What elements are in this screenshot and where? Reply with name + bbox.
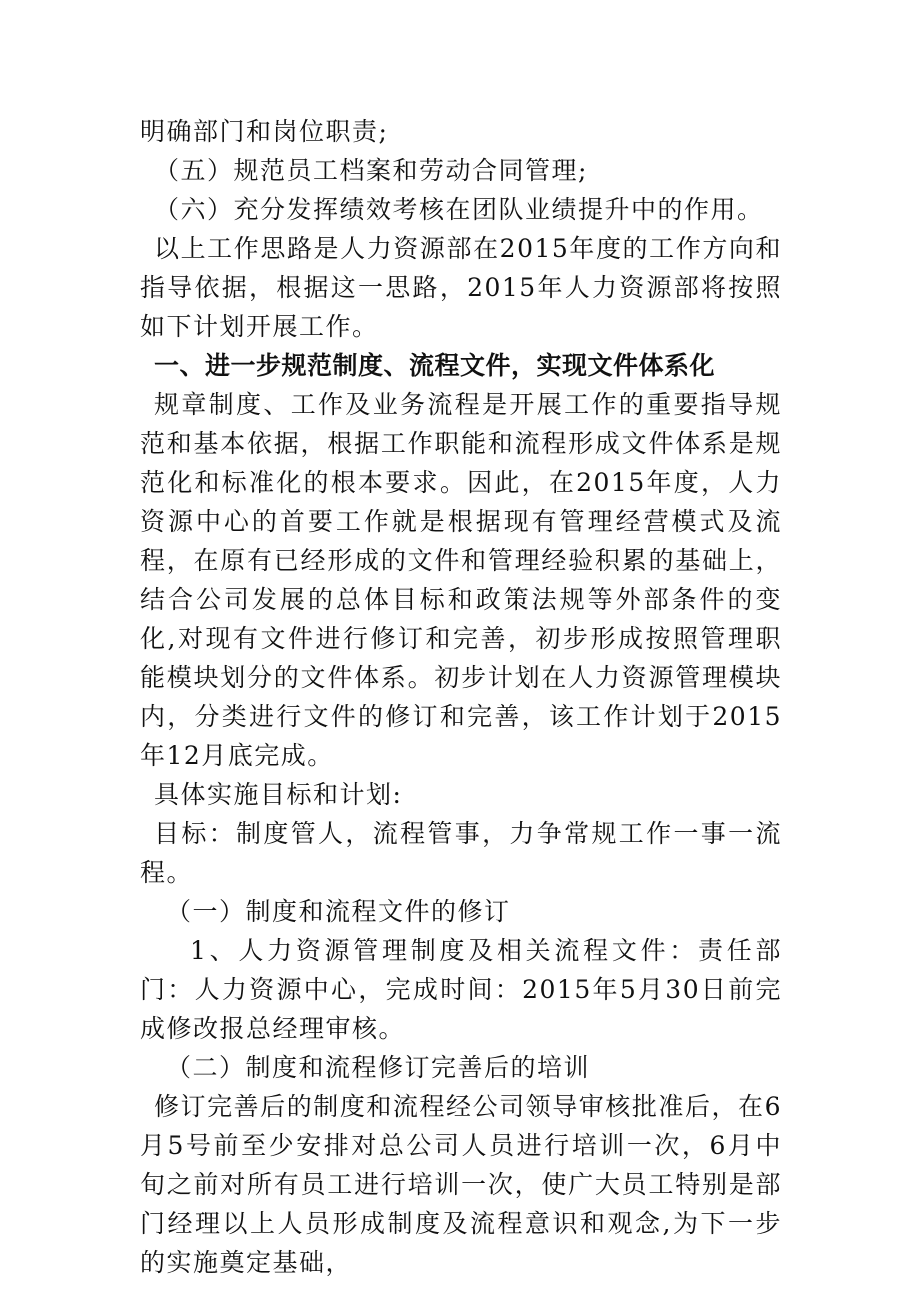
document-body [140,112,782,1282]
list-item-six: （六）充分发挥绩效考核在团队业绩提升中的作用。 [154,195,764,224]
section-heading-one: 一、进一步规范制度、流程文件，实现文件体系化 [154,351,716,380]
list-item-five: （五）规范员工档案和劳动合同管理; [154,156,588,185]
paragraph-duties: 明确部门和岗位职责; [140,117,389,146]
paragraph-implementation-plan: 具体实施目标和计划: [154,780,403,809]
paragraph-training-schedule: 修订完善后的制度和流程经公司领导审核批准后，在6月5号前至少安排对总公司人员进行培训一次，6月中旬之前对所有员工进行培训一次，使广大员工特别是部门经理以上人员形成制度及流程意识和观念,为下一步的实施奠定基础， [140,1092,782,1277]
paragraph-hr-system-files: 1、人力资源管理制度及相关流程文件：责任部门：人力资源中心，完成时间：2015年5月30日前完成修改报总经理审核。 [140,936,782,1043]
sub-heading-training: （二）制度和流程修订完善后的培训 [166,1053,591,1082]
paragraph-regulations: 规章制度、工作及业务流程是开展工作的重要指导规范和基本依据，根据工作职能和流程形成文件体系是规范化和标准化的根本要求。因此，在2015年度，人力资源中心的首要工作就是根据现有管理经营模式及流程，在原有已经形成的文件和管理经验积累的基础上，结合公司发展的总体目标和政策法规等外部条件的变化,对现有文件进行修订和完善，初步形成按照管理职能模块划分的文件体系。初步计划在人力资源管理模块内，分类进行文件的修订和完善，该工作计划于2015年12月底完成。 [140,390,782,770]
paragraph-goal: 目标：制度管人，流程管事，力争常规工作一事一流程。 [140,819,782,887]
paragraph-work-approach: 以上工作思路是人力资源部在2015年度的工作方向和指导依据，根据这一思路，2015年人力资源部将按照如下计划开展工作。 [140,234,782,341]
sub-heading-revision: （一）制度和流程文件的修订 [166,897,511,926]
